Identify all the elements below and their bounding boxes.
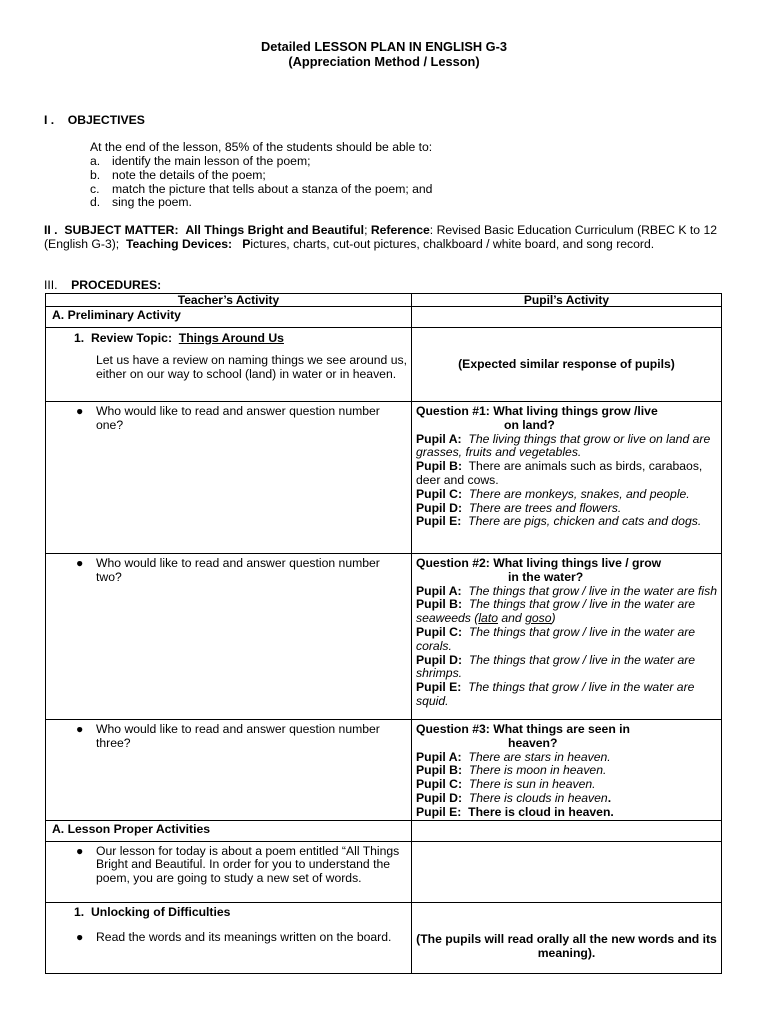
table-row	[46, 902, 722, 973]
table-row	[46, 402, 722, 554]
list-item: d. sing the poem.	[90, 195, 192, 210]
table-row	[46, 841, 722, 902]
bullet-icon: ●	[76, 843, 84, 858]
bullet-icon: ●	[76, 556, 84, 570]
table-row	[46, 307, 722, 328]
preliminary-activity-heading: A. Preliminary Activity	[46, 307, 412, 328]
table-row	[46, 554, 722, 720]
objectives-list	[90, 155, 432, 210]
unlocking-heading: 1. Unlocking of Difficulties	[74, 904, 231, 919]
expected-response: (Expected similar response of pupils)	[412, 328, 722, 402]
bullet-icon: ●	[76, 930, 84, 945]
question-two-answers: Question #2: What living things live / grow in the water? Pupil A: The things that grow / live in the water are fish Pupil B: The things that grow / live in the water are seaweeds (lato and goso) Pupil C: The things that grow / live in the water are corals. Pupil D: The things that grow / live in the water are shrimps. Pupil E: The things that grow / live in the water are squid.	[412, 554, 722, 720]
table-header-row	[46, 294, 722, 307]
table-row	[46, 720, 722, 821]
bullet-icon: ●	[76, 404, 84, 418]
list-item: c. match the picture that tells about a stanza of the poem; and	[90, 181, 433, 196]
lesson-intro: ● Our lesson for today is about a poem entitled “All Things Bright and Beautiful. In order for you to understand the poem, you are going to study a new set of words.	[76, 843, 400, 886]
unlocking-instruction: ● Read the words and its meanings written on the board.	[76, 930, 392, 945]
procedures-table	[45, 293, 722, 974]
table-row	[46, 328, 722, 402]
review-topic-cell: 1. Review Topic: Things Around Us Let us have a review on naming things we see around us, either on our way to school (land) in water or in heaven.	[46, 328, 412, 402]
objectives-heading: I . OBJECTIVES	[44, 113, 145, 127]
question-one-prompt: ● Who would like to read and answer question number one?	[76, 404, 380, 432]
bullet-icon: ●	[76, 722, 84, 736]
table-row	[46, 820, 722, 841]
unlocking-pupil-response: (The pupils will read orally all the new words and its meaning).	[412, 902, 722, 973]
list-item: b. note the details of the poem;	[90, 167, 266, 182]
question-two-prompt: ● Who would like to read and answer question number two?	[76, 556, 380, 584]
document-title: Detailed LESSON PLAN IN ENGLISH G-3	[260, 39, 508, 54]
objectives-intro: At the end of the lesson, 85% of the students should be able to:	[90, 140, 433, 154]
question-three-prompt: ● Who would like to read and answer question number three?	[76, 722, 380, 750]
document-subtitle: (Appreciation Method / Lesson)	[288, 54, 480, 69]
procedures-heading: III. PROCEDURES:	[44, 278, 162, 292]
subject-matter: II . SUBJECT MATTER: All Things Bright and Beautiful; Reference: Revised Basic Education Curriculum (RBEC K to 12 (English G-3); Teaching Devices: Pictures, charts, cut-out pictures, chalkboard / white board, and song record.	[44, 223, 717, 251]
question-three-answers: Question #3: What things are seen in heaven? Pupil A: There are stars in heaven. Pupil B: There is moon in heaven. Pupil C: There is sun in heaven. Pupil D: There is clouds in heaven. Pupil E: There is cloud in heaven.	[412, 720, 722, 821]
question-one-answers: Question #1: What living things grow /live on land? Pupil A: The living things that grow or live on land are grasses, fruits and vegetables. Pupil B: There are animals such as birds, carabaos, deer and cows. Pupil C: There are monkeys, snakes, and people. Pupil D: There are trees and flowers. Pupil E: There are pigs, chicken and cats and dogs.	[412, 402, 722, 554]
list-item: a. identify the main lesson of the poem;	[90, 154, 311, 168]
column-header-pupil: Pupil’s Activity	[412, 294, 722, 307]
lesson-proper-heading: A. Lesson Proper Activities	[46, 820, 412, 841]
column-header-teacher: Teacher’s Activity	[46, 294, 412, 307]
